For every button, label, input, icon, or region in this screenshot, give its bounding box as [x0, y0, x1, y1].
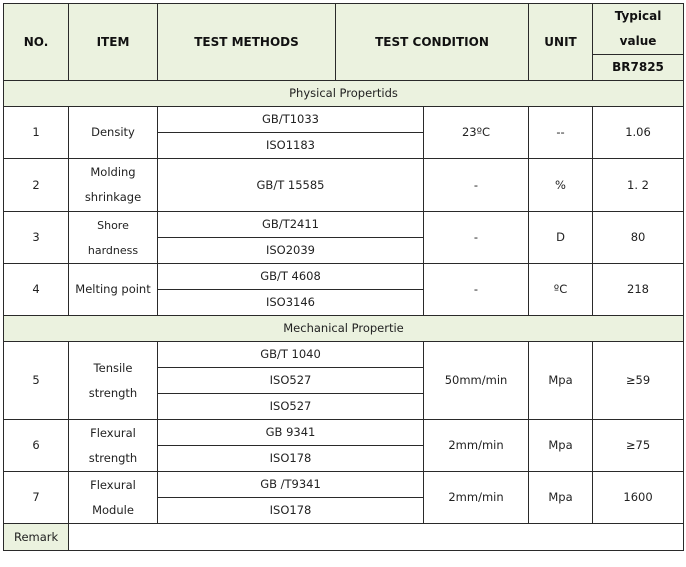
row-method: GB/T 4608 — [158, 264, 424, 290]
remark-label: Remark — [4, 524, 69, 551]
row-method: ISO178 — [158, 498, 424, 524]
table-row — [4, 264, 684, 290]
header-typical-value: Typical value — [593, 4, 684, 55]
row-method: ISO527 — [158, 368, 424, 394]
table-row — [4, 212, 684, 238]
row-unit: ºC — [529, 264, 593, 316]
row-item — [69, 420, 158, 472]
table-row — [4, 342, 684, 368]
row-no: 5 — [4, 342, 69, 420]
properties-table — [3, 3, 684, 551]
row-value: ≥59 — [593, 342, 684, 420]
row-item — [69, 342, 158, 420]
row-condition: - — [424, 159, 529, 212]
row-item-line: shrinkage — [84, 190, 142, 204]
table-row — [4, 159, 684, 212]
header-no: NO. — [4, 4, 69, 81]
row-value: 1600 — [593, 472, 684, 524]
row-no: 7 — [4, 472, 69, 524]
row-no: 4 — [4, 264, 69, 316]
row-method: GB/T 1040 — [158, 342, 424, 368]
remark-row — [4, 524, 684, 551]
row-item-line: strength — [88, 385, 138, 400]
row-method: GB/T 15585 — [158, 159, 424, 212]
row-item: Shore hardness — [69, 212, 158, 264]
table-row — [4, 420, 684, 446]
header-unit: UNIT — [529, 4, 593, 81]
row-condition: - — [424, 212, 529, 264]
row-condition: 2mm/min — [424, 420, 529, 472]
row-item-line: Molding — [90, 165, 136, 179]
remark-value — [69, 524, 684, 551]
section-physical: Physical Propertids — [4, 81, 684, 107]
header-item: ITEM — [69, 4, 158, 81]
row-no: 3 — [4, 212, 69, 264]
section-row — [4, 81, 684, 107]
row-unit: -- — [529, 107, 593, 159]
row-item: Flexural Module — [69, 472, 158, 524]
row-no: 6 — [4, 420, 69, 472]
row-method: GB/T2411 — [158, 212, 424, 238]
row-condition: - — [424, 264, 529, 316]
row-method: ISO1183 — [158, 133, 424, 159]
section-mechanical: Mechanical Propertie — [4, 316, 684, 342]
row-item: Density — [69, 107, 158, 159]
table-row — [4, 472, 684, 498]
row-item-line: strength — [88, 450, 138, 465]
header-test-condition: TEST CONDITION — [336, 4, 529, 81]
header-grade: BR7825 — [593, 55, 684, 81]
row-method: ISO2039 — [158, 238, 424, 264]
row-value: 218 — [593, 264, 684, 316]
row-condition: 23ºC — [424, 107, 529, 159]
row-method: ISO3146 — [158, 290, 424, 316]
row-value: ≥75 — [593, 420, 684, 472]
row-condition: 50mm/min — [424, 342, 529, 420]
row-method: GB 9341 — [158, 420, 424, 446]
header-row — [4, 4, 684, 55]
row-value: 1. 2 — [593, 159, 684, 212]
row-method: ISO178 — [158, 446, 424, 472]
row-unit: Mpa — [529, 342, 593, 420]
row-no: 2 — [4, 159, 69, 212]
row-no: 1 — [4, 107, 69, 159]
row-value: 80 — [593, 212, 684, 264]
row-method: ISO527 — [158, 394, 424, 420]
row-item-line: Flexural — [90, 425, 136, 440]
row-method: GB /T9341 — [158, 472, 424, 498]
section-row — [4, 316, 684, 342]
row-condition: 2mm/min — [424, 472, 529, 524]
row-unit: Mpa — [529, 472, 593, 524]
row-unit: % — [529, 159, 593, 212]
row-unit: Mpa — [529, 420, 593, 472]
row-method: GB/T1033 — [158, 107, 424, 133]
row-item — [69, 159, 158, 212]
row-item-line: Tensile — [93, 360, 133, 375]
header-test-methods: TEST METHODS — [158, 4, 336, 81]
row-value: 1.06 — [593, 107, 684, 159]
row-unit: D — [529, 212, 593, 264]
table-row — [4, 107, 684, 133]
row-item: Melting point — [69, 264, 158, 316]
